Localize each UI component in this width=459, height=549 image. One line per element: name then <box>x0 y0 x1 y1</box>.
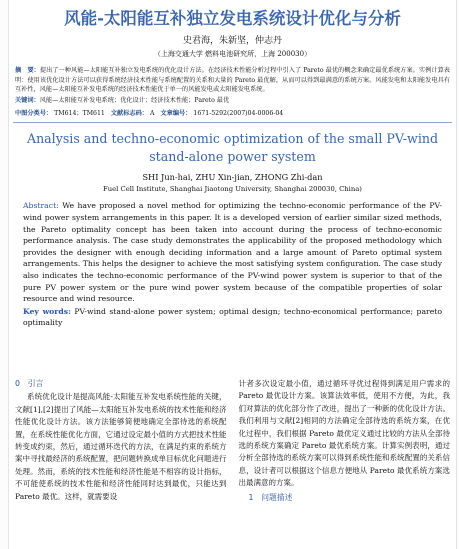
english-keywords-label: Key words: <box>23 306 71 316</box>
chinese-keywords <box>15 96 450 106</box>
clc-value: TM614；TM611 <box>54 110 105 118</box>
chinese-keywords-label: 关键词： <box>15 96 40 104</box>
introduction-continued: 计者多次设定最小值，通过循环寻优过程得到满足用户需求的 Pareto 最优设计方案。该算法效率低，使用不方便，为此，我们对算法的优化部分作了改进，提出了一种新的优化设计方法。我们利用与文献[2]相同的方法确定全部待选的系统方案，在优化过程中，我们根据 Pareto 最优定义通过比较的方法从全部待选的系统方案确定 Pareto 最优系统方案。计算实例表明，通过分析全部待选的系统方案可以得到系统性能和系统配置的关系信息，设计者可以根据这个信息方便地从 Pareto 最优系统方案选出最满意的方案。 <box>238 379 450 488</box>
english-keywords <box>23 306 442 329</box>
chinese-abstract-label: 摘 要： <box>15 67 40 74</box>
english-affiliation: Fuel Cell Institute, Shanghai Jiaotong University, Shanghai 200030, China) <box>103 185 362 194</box>
header-divider <box>13 122 452 123</box>
english-keywords-text: PV-wind stand-alone power system; optimal design; techno-economical performance; pareto optimality <box>23 306 442 328</box>
chinese-affiliation: （上海交通大学 燃料电池研究所，上海 200030） <box>153 50 312 58</box>
left-column <box>15 378 227 504</box>
chinese-abstract <box>15 66 450 95</box>
chinese-title: 风能-太阳能互补独立发电系统设计优化与分析 <box>64 9 401 28</box>
chinese-authors: 史君海，朱新坚，仲志丹 <box>182 36 282 46</box>
chinese-keywords-text: 风能—太阳能互补发电系统；优化设计；经济技术性能；Pareto 最优 <box>39 96 230 104</box>
body-columns <box>15 378 450 504</box>
doc-code-label: 文献标志码： <box>110 110 148 118</box>
doc-code-value: A <box>149 110 155 118</box>
english-abstract <box>23 200 442 304</box>
english-authors: SHI Jun-hai, ZHU Xin-jian, ZHONG Zhi-dan <box>142 172 323 183</box>
english-title: Analysis and techno-economic optimization of the small PV-wind stand-alone power system <box>26 131 439 165</box>
right-column <box>239 378 451 504</box>
classification-row <box>15 108 450 117</box>
article-number-label: 文章编号： <box>160 110 192 118</box>
clc-label: 中图分类号： <box>15 110 53 118</box>
section-0-heading: 0 引言 <box>15 379 44 388</box>
section-1-heading: 1 问题描述 <box>248 492 293 502</box>
article-number-value: 1671-5292(2007)04-0006-04 <box>193 110 284 118</box>
english-abstract-text: We have proposed a novel method for optimizing the techno-economic performance of the PV-wind power system arrangements in this paper. It is a developed version of earlier similar sized methods, the Pareto optimality concept has been taken into account during the process of techno-economic performance analysis. The case study demonstrates the applicability of the proposed methodology which provides the designer with enough deciding information and a large amount of Pareto optimal system arrangements. This helps the designer to achieve the most satisfying system configuration. The case study also indicates the techno-economic performance of the PV-wind power system is superior to that of the pure PV power system or the pure wind power system because of the compatible properties of solar resource and wind resource. <box>23 201 442 304</box>
paper-page <box>8 0 457 549</box>
english-abstract-label: Abstract: <box>23 201 59 211</box>
introduction-paragraph: 系统优化设计是提高风能-太阳能互补发电系统性能的关键，文献[1],[2]提出了风能—太阳能互补发电系统的技术性能和经济性能优化设计方法。该方法能够简便地确定全部待选的系统配置，在系统性能优化方面，它通过设定最小值的方式把技术性能转变成约束，然后，通过循环迭代的方法，在满足约束的系统方案中寻找最经济的系统配置，把问题转换成单目标优化问题进行处理。然而，系统的技术性能和经济性能是不相容的设计指标，不可能使系统的技术性能和经济性能同时达到最优，只能达到 Pareto 最优。这样，就需要设 <box>15 392 227 501</box>
chinese-abstract-text: 提出了一种风能—太阳能互补独立发电系统的优化设计方法。在经济技术性能分析过程中引入了 Pareto 最优的概念来确定最优系统方案。实例计算表明：使用该优化设计方法可以获得系统经济技术性能与系统配置的关系和大量的 Pareto 最优解，从而可以得到最满意的系统方案。风能发电和太阳能发电具有互补性，风能—太阳能互补发电系统的经济技术性能优于单一的风能发电或太阳能发电系统。 <box>15 67 450 94</box>
